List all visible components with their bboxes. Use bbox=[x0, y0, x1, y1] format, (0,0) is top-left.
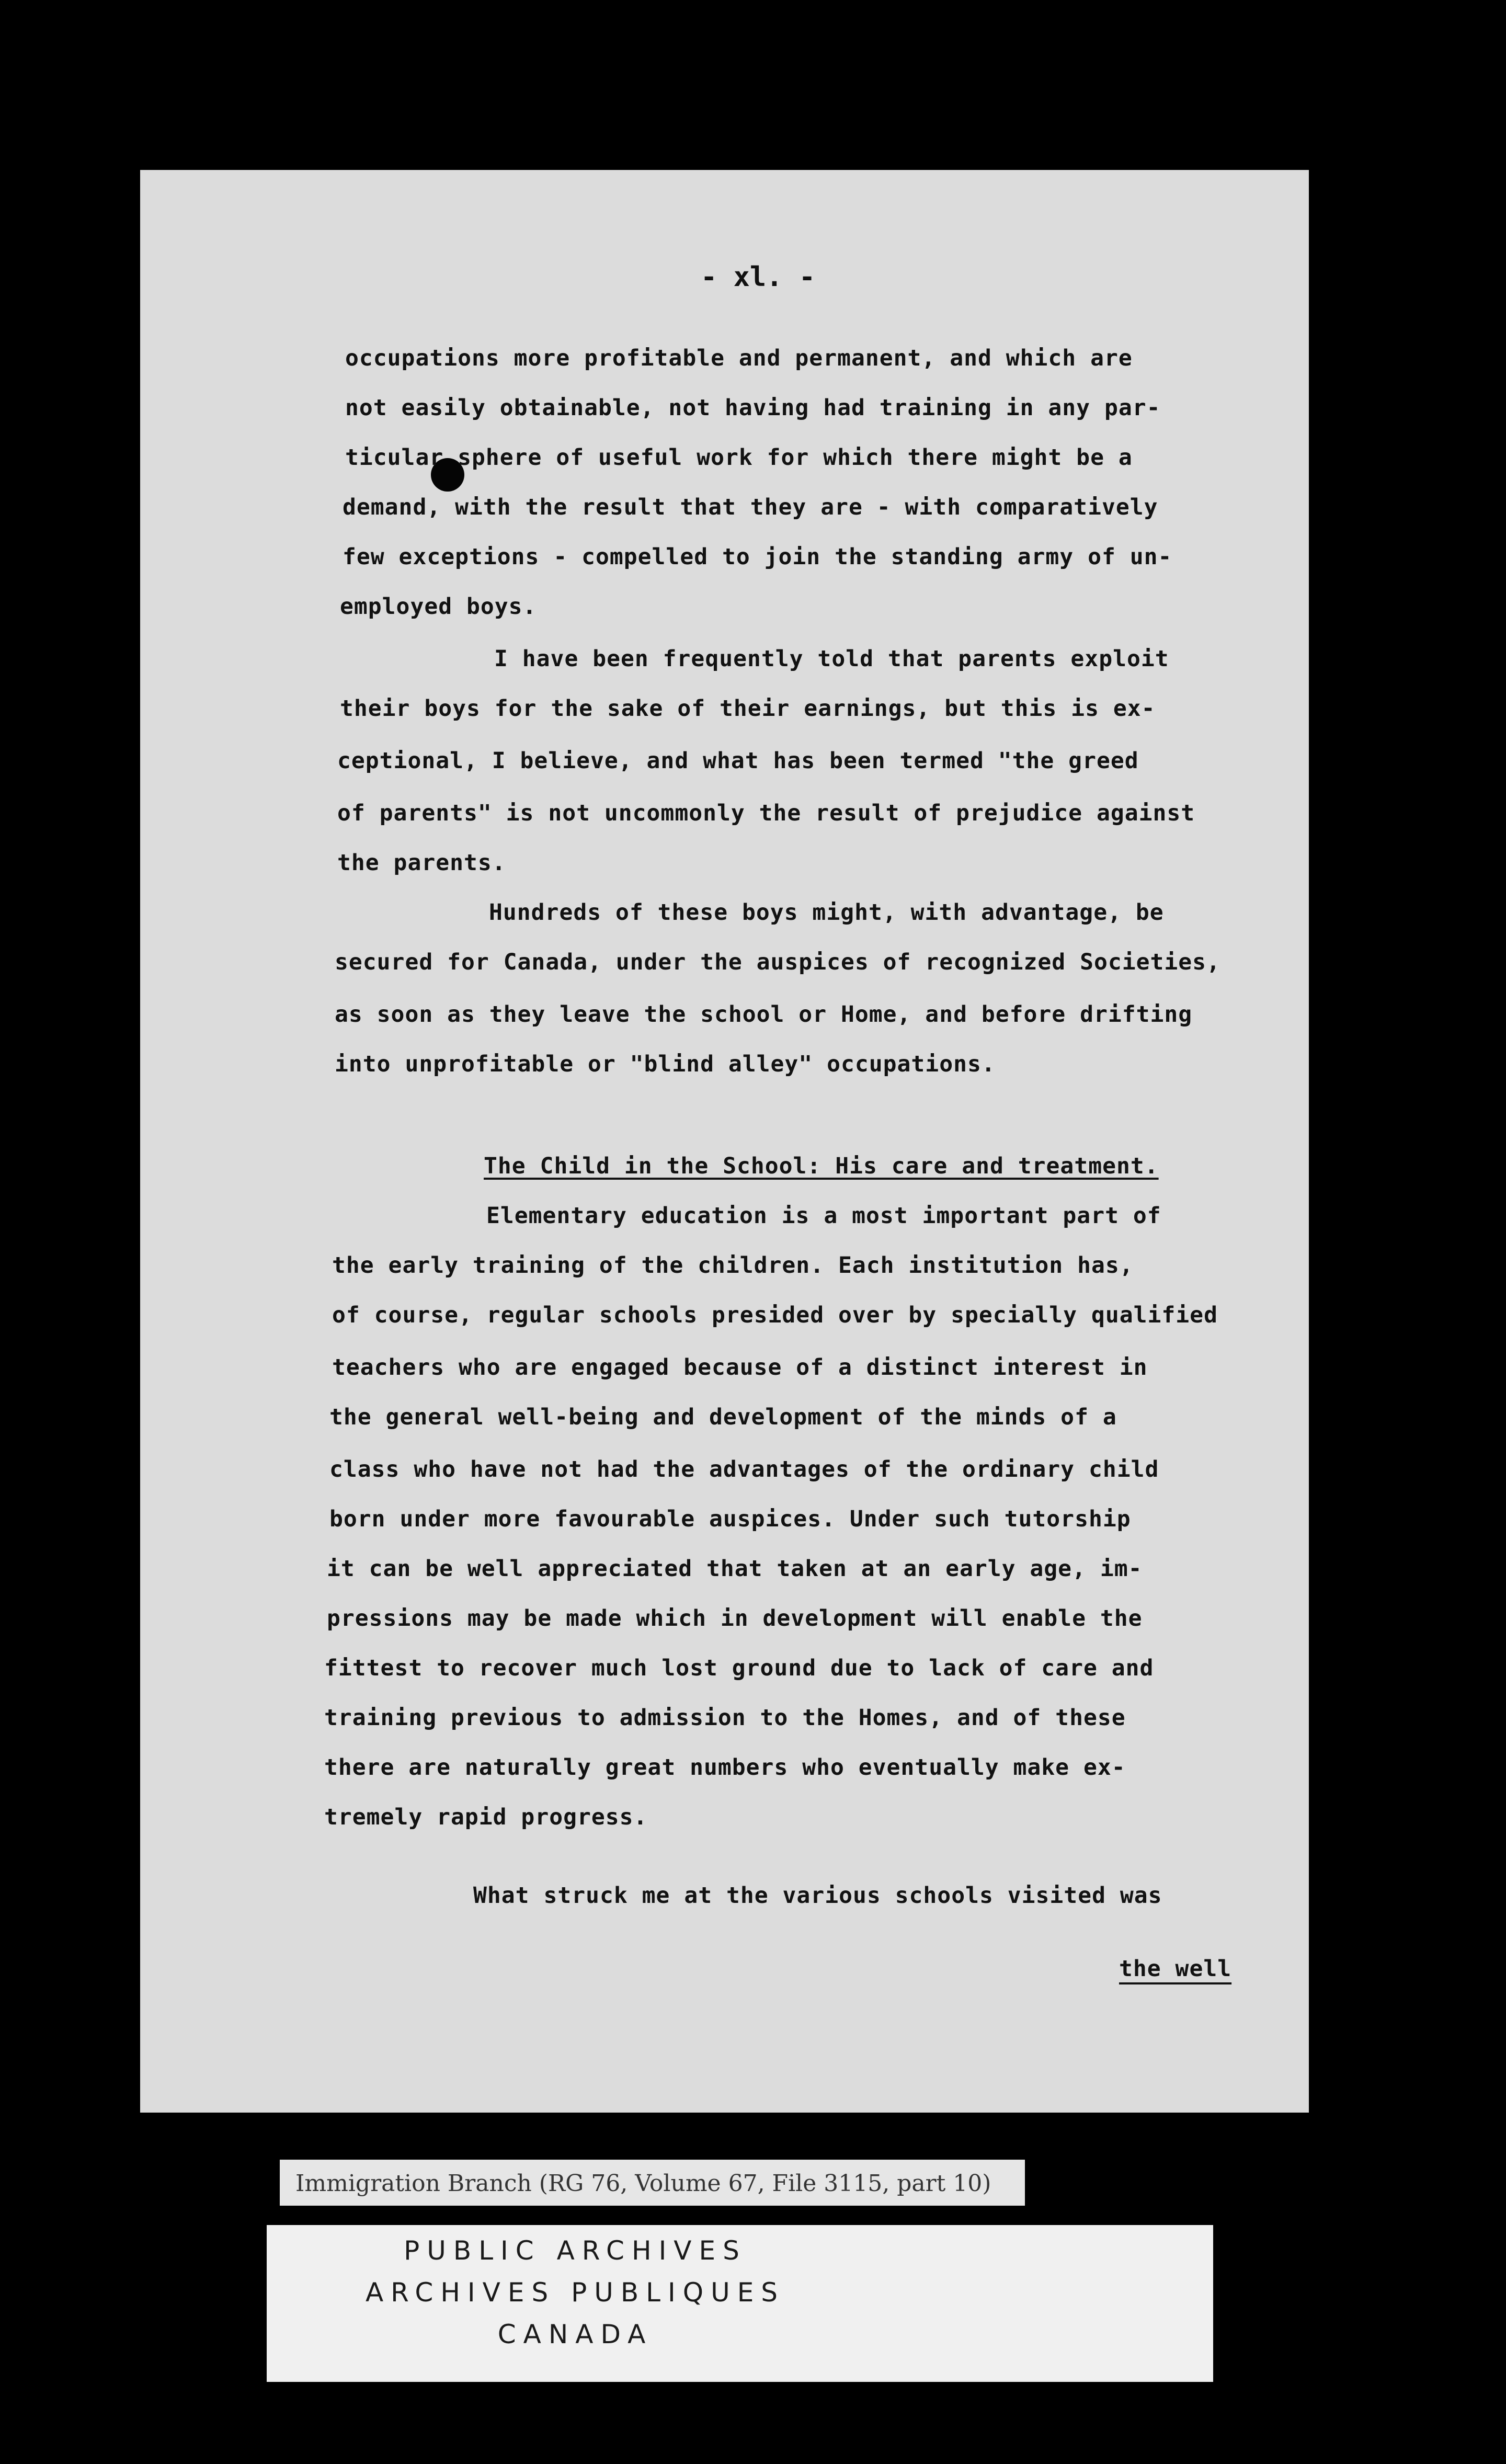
text-line: of parents" is not uncommonly the result of prejudice against bbox=[337, 800, 1195, 826]
text-line: few exceptions - compelled to join the standing army of un- bbox=[343, 544, 1172, 570]
text-line: the general well-being and development of the minds of a bbox=[329, 1404, 1117, 1430]
text-line: ticular sphere of useful work for which there might be a bbox=[345, 444, 1133, 471]
text-line: training previous to admission to the Homes, and of these bbox=[324, 1705, 1126, 1731]
text-line: occupations more profitable and permanent, and which are bbox=[345, 345, 1133, 371]
text-line: born under more favourable auspices. Under such tutorship bbox=[329, 1506, 1131, 1532]
text-line: the parents. bbox=[337, 850, 506, 876]
page-number: - xl. - bbox=[701, 261, 816, 293]
archive-reference-label bbox=[280, 2160, 1025, 2206]
text-line: I have been frequently told that parents exploit bbox=[494, 646, 1169, 672]
text-line: fittest to recover much lost ground due to lack of care and bbox=[324, 1655, 1154, 1681]
text-line: Hundreds of these boys might, with advantage, be bbox=[489, 899, 1164, 926]
text-line: into unprofitable or "blind alley" occupations. bbox=[335, 1051, 996, 1077]
stamp-line: ARCHIVES PUBLIQUES bbox=[365, 2277, 785, 2308]
text-line: pressions may be made which in development will enable the bbox=[327, 1605, 1143, 1632]
catchword: the well bbox=[1119, 1956, 1232, 1982]
text-line: it can be well appreciated that taken at an early age, im- bbox=[327, 1556, 1143, 1582]
text-line: the early training of the children. Each institution has, bbox=[332, 1252, 1134, 1279]
text-line: teachers who are engaged because of a distinct interest in bbox=[332, 1354, 1148, 1381]
section-heading: The Child in the School: His care and treatment. bbox=[484, 1153, 1159, 1179]
text-line: Elementary education is a most important part of bbox=[486, 1203, 1161, 1229]
text-line: tremely rapid progress. bbox=[324, 1804, 648, 1830]
text-line: their boys for the sake of their earnings, but this is ex- bbox=[340, 695, 1156, 722]
archive-reference-text: Immigration Branch (RG 76, Volume 67, File 3115, part 10) bbox=[295, 2170, 991, 2197]
text-line: there are naturally great numbers who eventually make ex- bbox=[324, 1754, 1126, 1781]
text-line: ceptional, I believe, and what has been termed "the greed bbox=[337, 748, 1139, 774]
text-line: as soon as they leave the school or Home, and before drifting bbox=[335, 1001, 1193, 1028]
text-line: secured for Canada, under the auspices of recognized Societies, bbox=[335, 949, 1220, 975]
stamp-line: CANADA bbox=[497, 2319, 653, 2349]
text-line: class who have not had the advantages of the ordinary child bbox=[329, 1456, 1159, 1482]
text-line: employed boys. bbox=[340, 594, 537, 620]
stamp-line: PUBLIC ARCHIVES bbox=[404, 2235, 747, 2266]
text-line: not easily obtainable, not having had training in any par- bbox=[345, 395, 1161, 421]
text-line: demand, with the result that they are - with comparatively bbox=[343, 494, 1158, 520]
text-line: What struck me at the various schools visited was bbox=[473, 1883, 1162, 1909]
archives-stamp bbox=[267, 2225, 1213, 2382]
text-line: of course, regular schools presided over by specially qualified bbox=[332, 1302, 1218, 1328]
